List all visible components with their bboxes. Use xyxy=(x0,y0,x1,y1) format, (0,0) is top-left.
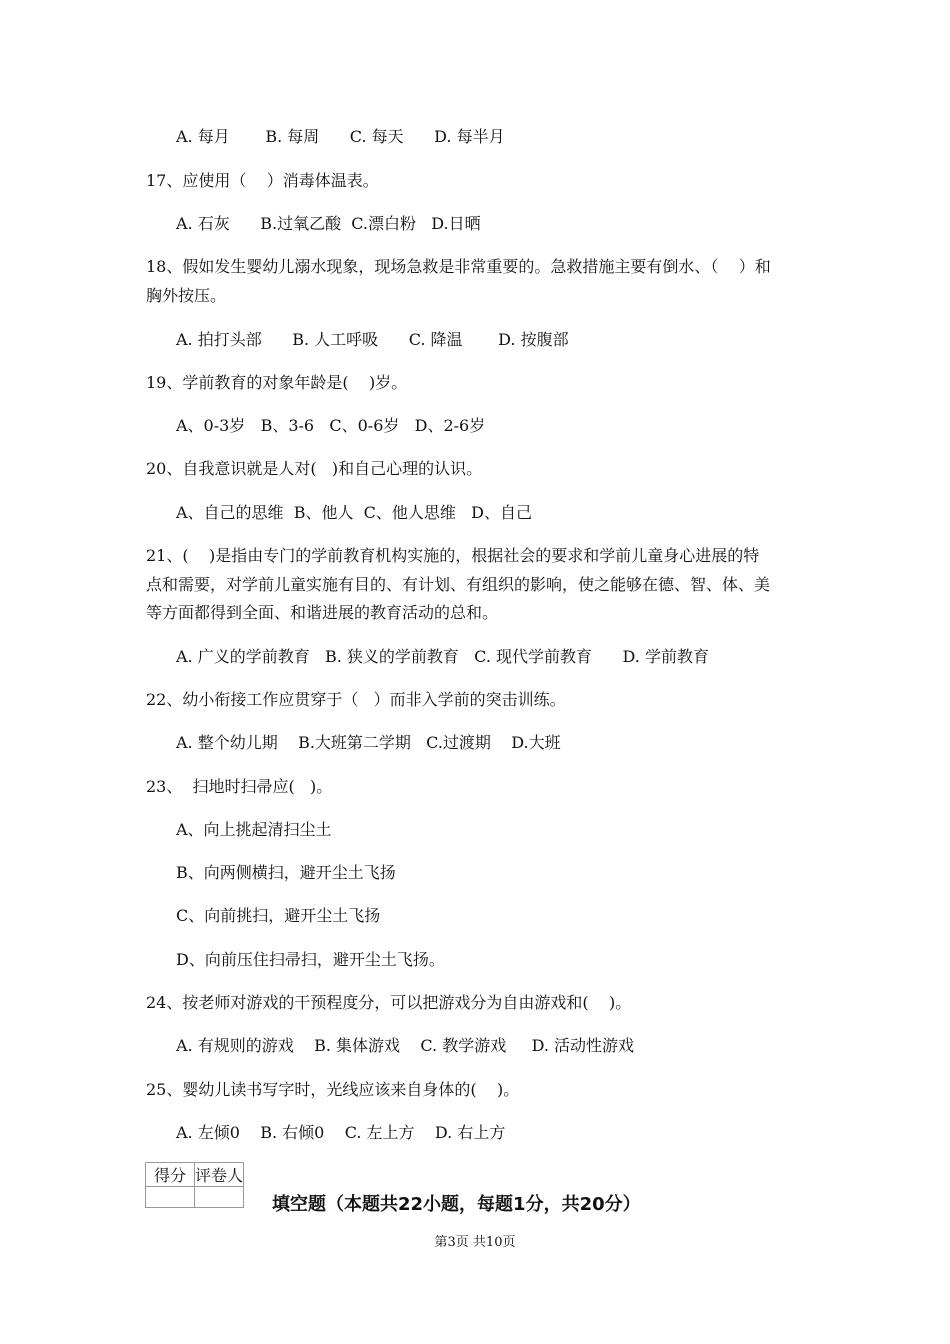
q16-options: A. 每月 B. 每周 C. 每天 D. 每半月 xyxy=(176,127,505,146)
q24-options: A. 有规则的游戏 B. 集体游戏 C. 教学游戏 D. 活动性游戏 xyxy=(176,1036,635,1055)
section-title: 填空题（本题共22小题，每题1分，共20分） xyxy=(272,1194,641,1215)
q22-stem: 22、幼小衔接工作应贯穿于（ ）而非入学前的突击训练。 xyxy=(146,690,566,709)
q23-option-a: A、向上挑起清扫尘土 xyxy=(176,820,332,839)
q18-stem-line1: 18、假如发生婴幼儿溺水现象，现场急救是非常重要的。急救措施主要有倒水、（ ）和 xyxy=(146,257,771,276)
q21-options: A. 广义的学前教育 B. 狭义的学前教育 C. 现代学前教育 D. 学前教育 xyxy=(176,647,709,666)
q21-stem-line2: 点和需要，对学前儿童实施有目的、有计划、有组织的影响，使之能够在德、智、体、美 xyxy=(146,575,771,594)
q21-stem-line1: 21、( )是指由专门的学前教育机构实施的，根据社会的要求和学前儿童身心进展的特 xyxy=(146,546,760,565)
q23-option-c: C、向前挑扫，避开尘土飞扬 xyxy=(176,906,381,925)
q22-options: A. 整个幼儿期 B.大班第二学期 C.过渡期 D.大班 xyxy=(176,733,561,752)
q24-stem: 24、按老师对游戏的干预程度分，可以把游戏分为自由游戏和( )。 xyxy=(146,993,632,1012)
score-header: 得分 xyxy=(146,1163,195,1187)
q17-options: A. 石灰 B.过氧乙酸 C.漂白粉 D.日晒 xyxy=(176,214,481,233)
score-cell xyxy=(146,1187,195,1208)
q19-stem: 19、学前教育的对象年龄是( )岁。 xyxy=(146,373,408,392)
q25-options: A. 左倾0 B. 右倾0 C. 左上方 D. 右上方 xyxy=(176,1123,506,1142)
q23-stem: 23、 扫地时扫帚应( )。 xyxy=(146,777,333,796)
grader-header: 评卷人 xyxy=(195,1163,244,1187)
q20-options: A、自己的思维 B、他人 C、他人思维 D、自己 xyxy=(176,503,532,522)
score-table xyxy=(145,1162,244,1208)
q23-option-d: D、向前压住扫帚扫，避开尘土飞扬。 xyxy=(176,950,445,969)
q19-options: A、0-3岁 B、3-6 C、0-6岁 D、2-6岁 xyxy=(176,416,486,435)
q20-stem: 20、自我意识就是人对( )和自己心理的认识。 xyxy=(146,459,483,478)
grader-cell xyxy=(195,1187,244,1208)
q18-stem-line2: 胸外按压。 xyxy=(146,286,227,305)
q17-stem: 17、应使用（ ）消毒体温表。 xyxy=(146,171,379,190)
q23-option-b: B、向两侧横扫，避开尘土飞扬 xyxy=(176,863,396,882)
q21-stem-line3: 等方面都得到全面、和谐进展的教育活动的总和。 xyxy=(146,603,499,622)
q18-options: A. 拍打头部 B. 人工呼吸 C. 降温 D. 按腹部 xyxy=(176,330,569,349)
page-footer: 第3页 共10页 xyxy=(434,1235,516,1250)
q25-stem: 25、婴幼儿读书写字时，光线应该来自身体的( )。 xyxy=(146,1080,520,1099)
